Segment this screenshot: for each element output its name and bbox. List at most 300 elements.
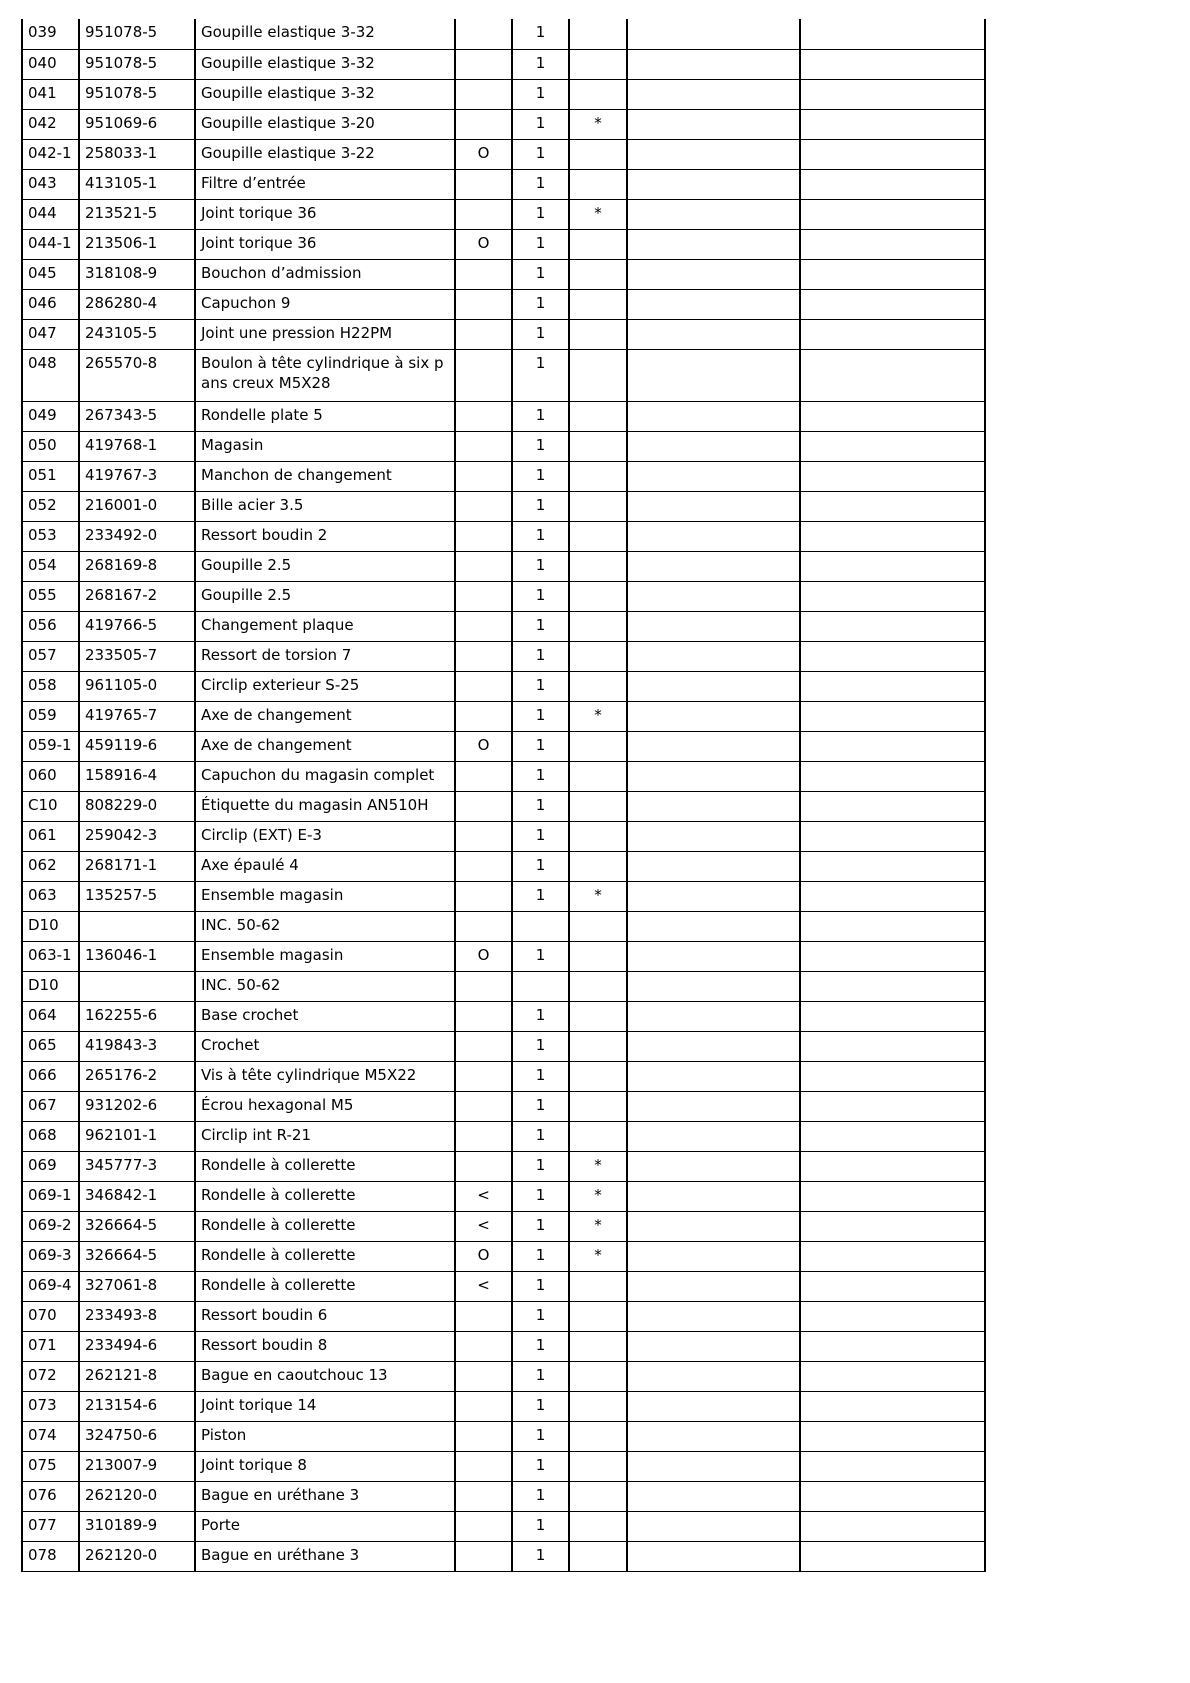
table-row	[22, 491, 985, 521]
item-number-cell	[22, 971, 79, 1001]
description-text: Étiquette du magasin AN510H	[201, 795, 429, 814]
description-cell	[195, 1481, 455, 1511]
note-mark-text: *	[594, 885, 602, 904]
description-cell	[195, 1271, 455, 1301]
description-text: Goupille elastique 3-32	[201, 23, 375, 41]
variant-flag-cell	[455, 491, 512, 521]
description-text: Crochet	[201, 1035, 260, 1054]
blank-cell-2	[800, 1181, 985, 1211]
table-row	[22, 109, 985, 139]
variant-flag-cell	[455, 431, 512, 461]
note-mark-cell	[569, 1331, 627, 1361]
blank-cell-1	[627, 1211, 800, 1241]
description-text: Circlip int R-21	[201, 1125, 311, 1144]
variant-flag-cell	[455, 1241, 512, 1271]
item-number-text: 039	[28, 23, 57, 41]
blank-cell-2	[800, 319, 985, 349]
quantity-text: 1	[535, 53, 546, 72]
part-number-text: 267343-5	[85, 405, 158, 424]
part-number-cell	[79, 1121, 195, 1151]
part-number-cell	[79, 851, 195, 881]
note-mark-cell	[569, 941, 627, 971]
description-text: Circlip (EXT) E-3	[201, 825, 322, 844]
part-number-text: 419843-3	[85, 1035, 158, 1054]
item-number-text: 054	[28, 555, 57, 574]
quantity-text: 1	[535, 705, 546, 724]
quantity-cell	[512, 109, 569, 139]
description-cell	[195, 491, 455, 521]
note-mark-cell	[569, 49, 627, 79]
blank-cell-2	[800, 1121, 985, 1151]
item-number-cell	[22, 1451, 79, 1481]
blank-cell-1	[627, 1541, 800, 1571]
blank-cell-1	[627, 551, 800, 581]
item-number-cell	[22, 229, 79, 259]
table-row	[22, 611, 985, 641]
blank-cell-2	[800, 1001, 985, 1031]
item-number-cell	[22, 199, 79, 229]
part-number-text: 135257-5	[85, 885, 158, 904]
blank-cell-2	[800, 19, 985, 49]
blank-cell-1	[627, 1301, 800, 1331]
quantity-text: 1	[535, 263, 546, 282]
item-number-cell	[22, 761, 79, 791]
quantity-text: 1	[535, 1395, 546, 1414]
quantity-text: 1	[535, 1215, 546, 1234]
item-number-text: 073	[28, 1395, 57, 1414]
blank-cell-1	[627, 229, 800, 259]
quantity-cell	[512, 199, 569, 229]
description-cell	[195, 941, 455, 971]
variant-flag-cell	[455, 1001, 512, 1031]
quantity-cell	[512, 1481, 569, 1511]
part-number-cell	[79, 289, 195, 319]
item-number-cell	[22, 551, 79, 581]
blank-cell-1	[627, 1091, 800, 1121]
quantity-cell	[512, 551, 569, 581]
part-number-cell	[79, 881, 195, 911]
quantity-text: 1	[535, 735, 546, 754]
quantity-cell	[512, 761, 569, 791]
quantity-cell	[512, 1001, 569, 1031]
part-number-text: 233493-8	[85, 1305, 158, 1324]
part-number-cell	[79, 1481, 195, 1511]
table-row	[22, 349, 985, 401]
description-cell	[195, 581, 455, 611]
table-row	[22, 1271, 985, 1301]
variant-flag-text: <	[477, 1275, 490, 1294]
part-number-cell	[79, 491, 195, 521]
blank-cell-2	[800, 701, 985, 731]
variant-flag-cell	[455, 971, 512, 1001]
blank-cell-1	[627, 941, 800, 971]
item-number-cell	[22, 1271, 79, 1301]
item-number-cell	[22, 701, 79, 731]
quantity-cell	[512, 1451, 569, 1481]
quantity-cell	[512, 1061, 569, 1091]
blank-cell-1	[627, 259, 800, 289]
note-mark-cell	[569, 1391, 627, 1421]
variant-flag-cell	[455, 941, 512, 971]
table-row	[22, 1361, 985, 1391]
note-mark-cell	[569, 349, 627, 401]
blank-cell-1	[627, 1061, 800, 1091]
table-row	[22, 521, 985, 551]
variant-flag-cell	[455, 791, 512, 821]
description-text: Rondelle à collerette	[201, 1275, 356, 1294]
blank-cell-1	[627, 79, 800, 109]
quantity-cell	[512, 1151, 569, 1181]
item-number-text: 064	[28, 1005, 57, 1024]
item-number-text: 069	[28, 1155, 57, 1174]
description-text: Capuchon du magasin complet	[201, 765, 435, 784]
part-number-cell	[79, 1271, 195, 1301]
quantity-text: 1	[535, 585, 546, 604]
note-mark-cell	[569, 611, 627, 641]
description-text: Rondelle à collerette	[201, 1185, 356, 1204]
blank-cell-1	[627, 761, 800, 791]
note-mark-text: *	[594, 1155, 602, 1174]
quantity-cell	[512, 349, 569, 401]
part-number-cell	[79, 401, 195, 431]
blank-cell-2	[800, 881, 985, 911]
table-row	[22, 169, 985, 199]
description-text: Vis à tête cylindrique M5X22	[201, 1065, 417, 1084]
item-number-text: 055	[28, 585, 57, 604]
note-mark-cell	[569, 1451, 627, 1481]
part-number-cell	[79, 1241, 195, 1271]
part-number-text: 286280-4	[85, 293, 158, 312]
item-number-cell	[22, 611, 79, 641]
blank-cell-2	[800, 1391, 985, 1421]
blank-cell-1	[627, 169, 800, 199]
blank-cell-1	[627, 791, 800, 821]
item-number-cell	[22, 109, 79, 139]
description-text: Goupille elastique 3-22	[201, 143, 375, 162]
description-cell	[195, 521, 455, 551]
table-row	[22, 461, 985, 491]
blank-cell-1	[627, 1481, 800, 1511]
quantity-text: 1	[535, 1335, 546, 1354]
part-number-text: 962101-1	[85, 1125, 158, 1144]
part-number-text: 808229-0	[85, 795, 158, 814]
note-mark-cell	[569, 1361, 627, 1391]
item-number-text: 040	[28, 53, 57, 72]
blank-cell-2	[800, 229, 985, 259]
variant-flag-cell	[455, 911, 512, 941]
part-number-cell	[79, 1361, 195, 1391]
description-text: Bille acier 3.5	[201, 495, 304, 514]
part-number-cell	[79, 1091, 195, 1121]
quantity-text: 1	[535, 1305, 546, 1324]
table-row	[22, 1331, 985, 1361]
description-text: Magasin	[201, 435, 264, 454]
part-number-text: 324750-6	[85, 1425, 158, 1444]
blank-cell-1	[627, 461, 800, 491]
item-number-text: 063	[28, 885, 57, 904]
description-text: Bague en uréthane 3	[201, 1545, 360, 1564]
variant-flag-cell	[455, 1331, 512, 1361]
table-row	[22, 1061, 985, 1091]
description-text: Base crochet	[201, 1005, 299, 1024]
note-mark-cell	[569, 79, 627, 109]
note-mark-cell	[569, 1001, 627, 1031]
quantity-cell	[512, 1241, 569, 1271]
variant-flag-cell	[455, 1481, 512, 1511]
description-cell	[195, 821, 455, 851]
quantity-cell	[512, 671, 569, 701]
quantity-cell	[512, 229, 569, 259]
quantity-text: 1	[535, 1095, 546, 1114]
note-mark-text: *	[594, 1185, 602, 1204]
blank-cell-2	[800, 791, 985, 821]
item-number-cell	[22, 1121, 79, 1151]
part-number-cell	[79, 169, 195, 199]
blank-cell-1	[627, 1421, 800, 1451]
note-mark-cell	[569, 581, 627, 611]
note-mark-cell	[569, 431, 627, 461]
variant-flag-cell	[455, 1211, 512, 1241]
note-mark-cell	[569, 169, 627, 199]
part-number-text: 213007-9	[85, 1455, 158, 1474]
table-row	[22, 581, 985, 611]
blank-cell-2	[800, 431, 985, 461]
description-cell	[195, 1241, 455, 1271]
note-mark-cell	[569, 109, 627, 139]
blank-cell-1	[627, 731, 800, 761]
item-number-text: 074	[28, 1425, 57, 1444]
part-number-text: 213154-6	[85, 1395, 158, 1414]
blank-cell-1	[627, 491, 800, 521]
table-row	[22, 1301, 985, 1331]
blank-cell-2	[800, 1421, 985, 1451]
item-number-text: 065	[28, 1035, 57, 1054]
item-number-cell	[22, 1421, 79, 1451]
part-number-cell	[79, 259, 195, 289]
item-number-text: 048	[28, 353, 57, 372]
table-row	[22, 229, 985, 259]
quantity-text: 1	[535, 1275, 546, 1294]
item-number-cell	[22, 461, 79, 491]
description-text: Goupille elastique 3-32	[201, 83, 375, 102]
note-mark-cell	[569, 491, 627, 521]
part-number-text: 262121-8	[85, 1365, 158, 1384]
item-number-cell	[22, 1301, 79, 1331]
item-number-text: 075	[28, 1455, 57, 1474]
table-row	[22, 401, 985, 431]
part-number-text: 216001-0	[85, 495, 158, 514]
part-number-cell	[79, 1421, 195, 1451]
part-number-text: 233505-7	[85, 645, 158, 664]
quantity-text: 1	[535, 1245, 546, 1264]
blank-cell-1	[627, 1391, 800, 1421]
note-mark-cell	[569, 289, 627, 319]
part-number-cell	[79, 1001, 195, 1031]
note-mark-cell	[569, 1121, 627, 1151]
quantity-cell	[512, 1301, 569, 1331]
note-mark-cell	[569, 851, 627, 881]
variant-flag-cell	[455, 461, 512, 491]
blank-cell-1	[627, 139, 800, 169]
parts-table	[21, 19, 986, 1572]
variant-flag-cell	[455, 349, 512, 401]
description-cell	[195, 881, 455, 911]
item-number-cell	[22, 319, 79, 349]
variant-flag-text: O	[477, 233, 490, 252]
item-number-text: 071	[28, 1335, 57, 1354]
description-cell	[195, 1421, 455, 1451]
table-row	[22, 289, 985, 319]
quantity-cell	[512, 259, 569, 289]
part-number-cell	[79, 611, 195, 641]
variant-flag-cell	[455, 289, 512, 319]
part-number-cell	[79, 551, 195, 581]
part-number-text: 951078-5	[85, 53, 158, 72]
blank-cell-1	[627, 1031, 800, 1061]
item-number-cell	[22, 289, 79, 319]
description-text: Ensemble magasin	[201, 945, 344, 964]
blank-cell-1	[627, 971, 800, 1001]
blank-cell-1	[627, 1151, 800, 1181]
description-cell	[195, 319, 455, 349]
description-cell	[195, 19, 455, 49]
blank-cell-2	[800, 761, 985, 791]
table-row	[22, 1091, 985, 1121]
part-number-text: 951078-5	[85, 23, 158, 41]
description-cell	[195, 641, 455, 671]
item-number-text: 043	[28, 173, 57, 192]
description-text: Rondelle à collerette	[201, 1155, 356, 1174]
description-text: Rondelle à collerette	[201, 1245, 356, 1264]
blank-cell-1	[627, 19, 800, 49]
blank-cell-1	[627, 611, 800, 641]
item-number-cell	[22, 1211, 79, 1241]
part-number-text: 419767-3	[85, 465, 158, 484]
quantity-text: 1	[535, 1185, 546, 1204]
item-number-cell	[22, 19, 79, 49]
quantity-text: 1	[535, 1065, 546, 1084]
description-cell	[195, 1361, 455, 1391]
description-text: Axe de changement	[201, 735, 352, 754]
part-number-text: 265176-2	[85, 1065, 158, 1084]
description-text: Goupille elastique 3-32	[201, 53, 375, 72]
note-mark-text: *	[594, 1245, 602, 1264]
blank-cell-2	[800, 199, 985, 229]
blank-cell-2	[800, 851, 985, 881]
description-text: Bague en caoutchouc 13	[201, 1365, 388, 1384]
part-number-text: 268169-8	[85, 555, 158, 574]
note-mark-cell	[569, 791, 627, 821]
description-text: Bouchon d’admission	[201, 263, 362, 282]
blank-cell-2	[800, 1361, 985, 1391]
note-mark-cell	[569, 1241, 627, 1271]
part-number-cell	[79, 701, 195, 731]
note-mark-cell	[569, 671, 627, 701]
part-number-cell	[79, 731, 195, 761]
description-text: Ressort boudin 8	[201, 1335, 328, 1354]
note-mark-cell	[569, 1511, 627, 1541]
blank-cell-2	[800, 79, 985, 109]
part-number-cell	[79, 1451, 195, 1481]
note-mark-cell	[569, 259, 627, 289]
variant-flag-cell	[455, 881, 512, 911]
part-number-text: 951078-5	[85, 83, 158, 102]
table-row	[22, 49, 985, 79]
part-number-cell	[79, 1211, 195, 1241]
blank-cell-2	[800, 1481, 985, 1511]
quantity-cell	[512, 319, 569, 349]
description-text: Goupille elastique 3-20	[201, 113, 375, 132]
item-number-text: 044	[28, 203, 57, 222]
item-number-text: D10	[28, 975, 59, 994]
note-mark-cell	[569, 401, 627, 431]
blank-cell-2	[800, 259, 985, 289]
part-number-text: 213521-5	[85, 203, 158, 222]
quantity-cell	[512, 791, 569, 821]
blank-cell-2	[800, 941, 985, 971]
table-row	[22, 971, 985, 1001]
quantity-text: 1	[535, 555, 546, 574]
note-mark-cell	[569, 1061, 627, 1091]
item-number-text: 068	[28, 1125, 57, 1144]
description-text: Axe de changement	[201, 705, 352, 724]
quantity-text: 1	[535, 855, 546, 874]
variant-flag-cell	[455, 1391, 512, 1421]
description-cell	[195, 791, 455, 821]
item-number-cell	[22, 851, 79, 881]
note-mark-cell	[569, 199, 627, 229]
variant-flag-cell	[455, 1421, 512, 1451]
table-row	[22, 821, 985, 851]
variant-flag-cell	[455, 1121, 512, 1151]
parts-list-sheet	[21, 19, 984, 1572]
quantity-cell	[512, 1271, 569, 1301]
blank-cell-2	[800, 551, 985, 581]
description-cell	[195, 851, 455, 881]
part-number-cell	[79, 1331, 195, 1361]
part-number-cell	[79, 791, 195, 821]
variant-flag-cell	[455, 49, 512, 79]
quantity-cell	[512, 701, 569, 731]
quantity-text: 1	[535, 23, 546, 41]
item-number-text: 056	[28, 615, 57, 634]
note-mark-cell	[569, 641, 627, 671]
description-cell	[195, 1511, 455, 1541]
quantity-cell	[512, 1511, 569, 1541]
quantity-cell	[512, 881, 569, 911]
description-cell	[195, 79, 455, 109]
quantity-cell	[512, 821, 569, 851]
description-cell	[195, 1391, 455, 1421]
part-number-text: 162255-6	[85, 1005, 158, 1024]
item-number-text: 062	[28, 855, 57, 874]
item-number-text: 050	[28, 435, 57, 454]
blank-cell-1	[627, 431, 800, 461]
blank-cell-1	[627, 701, 800, 731]
blank-cell-2	[800, 971, 985, 1001]
description-cell	[195, 1001, 455, 1031]
part-number-cell	[79, 79, 195, 109]
item-number-text: 077	[28, 1515, 57, 1534]
quantity-cell	[512, 49, 569, 79]
quantity-text: 1	[535, 885, 546, 904]
variant-flag-cell	[455, 1271, 512, 1301]
note-mark-cell	[569, 761, 627, 791]
blank-cell-1	[627, 1271, 800, 1301]
quantity-text: 1	[535, 615, 546, 634]
description-text: Rondelle plate 5	[201, 405, 323, 424]
quantity-cell	[512, 1361, 569, 1391]
